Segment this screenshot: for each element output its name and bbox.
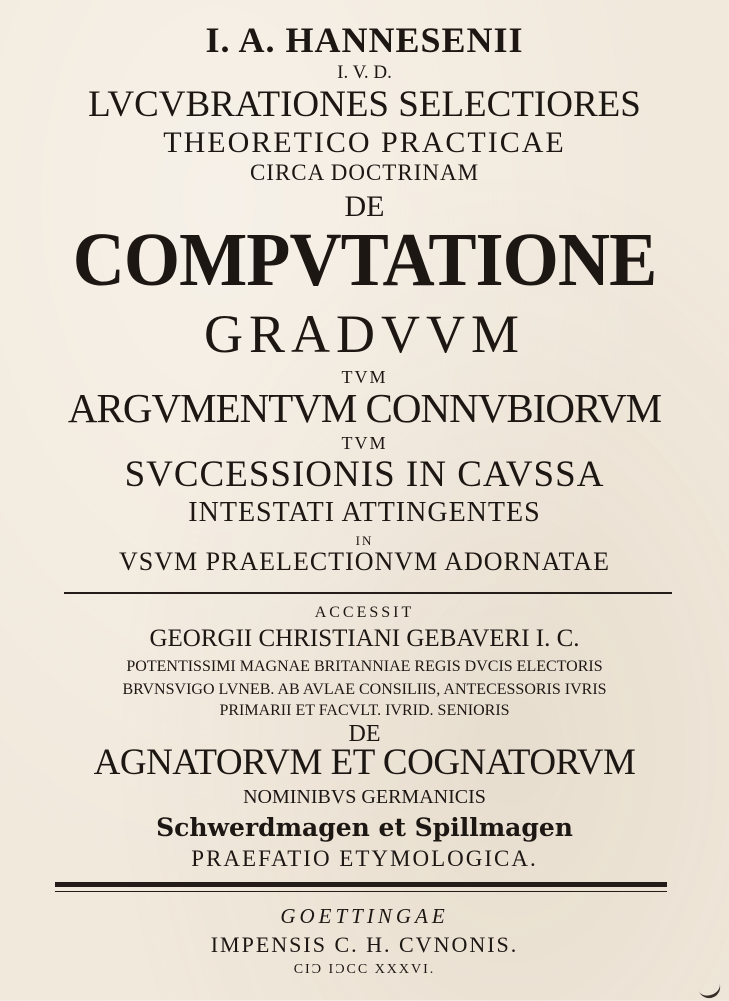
author-degree: I. V. D. — [337, 62, 392, 83]
accessit-word: ACCESSIT — [314, 604, 415, 621]
title-line-2: THEORETICO PRACTICAE — [163, 126, 566, 159]
divider-rule-thin — [55, 891, 667, 892]
de-word-1: DE — [344, 190, 385, 223]
imprint-place: GOETTINGAE — [280, 904, 449, 928]
affiliation-line-3: PRIMARII ET FACVLT. IVRID. SENIORIS — [219, 702, 510, 719]
subject-line-3b: NOMINIBVS GERMANICIS — [243, 786, 486, 808]
preface-line: PRAEFATIO ETYMOLOGICA. — [191, 846, 538, 871]
de-word-2: DE — [348, 721, 381, 747]
imprint-publisher: IMPENSIS C. H. CVNONIS. — [210, 932, 519, 957]
divider-rule-thick — [55, 882, 667, 887]
title-line-3: CIRCA DOCTRINAM — [249, 160, 480, 185]
corner-ink-mark — [697, 978, 723, 1001]
in-word: IN — [355, 533, 374, 548]
subject-line-3: AGNATORVM ET COGNATORVM — [93, 742, 636, 783]
subject-line-2: SVCCESSIONIS IN CAVSSA — [124, 454, 605, 495]
second-author: GEORGII CHRISTIANI GEBAVERI I. C. — [149, 625, 580, 652]
tum-word-2: TVM — [341, 433, 388, 453]
divider-rule-1 — [64, 592, 672, 594]
main-title-word-1: COMPVTATIONE — [72, 218, 657, 302]
subject-line-1: ARGVMENTVM CONNVBIORVM — [67, 385, 662, 431]
author-name: I. A. HANNESENII — [205, 20, 524, 60]
affiliation-line-1: POTENTISSIMI MAGNAE BRITANNIAE REGIS DVCIS ELECTORIS — [126, 658, 603, 675]
tum-word-1: TVM — [341, 367, 388, 387]
subject-line-2b: INTESTATI ATTINGENTES — [188, 497, 541, 528]
german-terms: Schwerdmagen et Spillmagen — [156, 813, 573, 842]
imprint-year: CIϽ IϽCC XXXVI. — [293, 962, 436, 977]
title-line-1: LVCVBRATIONES SELECTIORES — [88, 84, 641, 125]
affiliation-line-2: BRVNSVIGO LVNEB. AB AVLAE CONSILIIS, ANTECESSORIS IVRIS — [122, 681, 607, 698]
main-title-word-2: GRADVVM — [203, 304, 526, 364]
usage-line: VSVM PRAELECTIONVM ADORNATAE — [118, 547, 611, 576]
